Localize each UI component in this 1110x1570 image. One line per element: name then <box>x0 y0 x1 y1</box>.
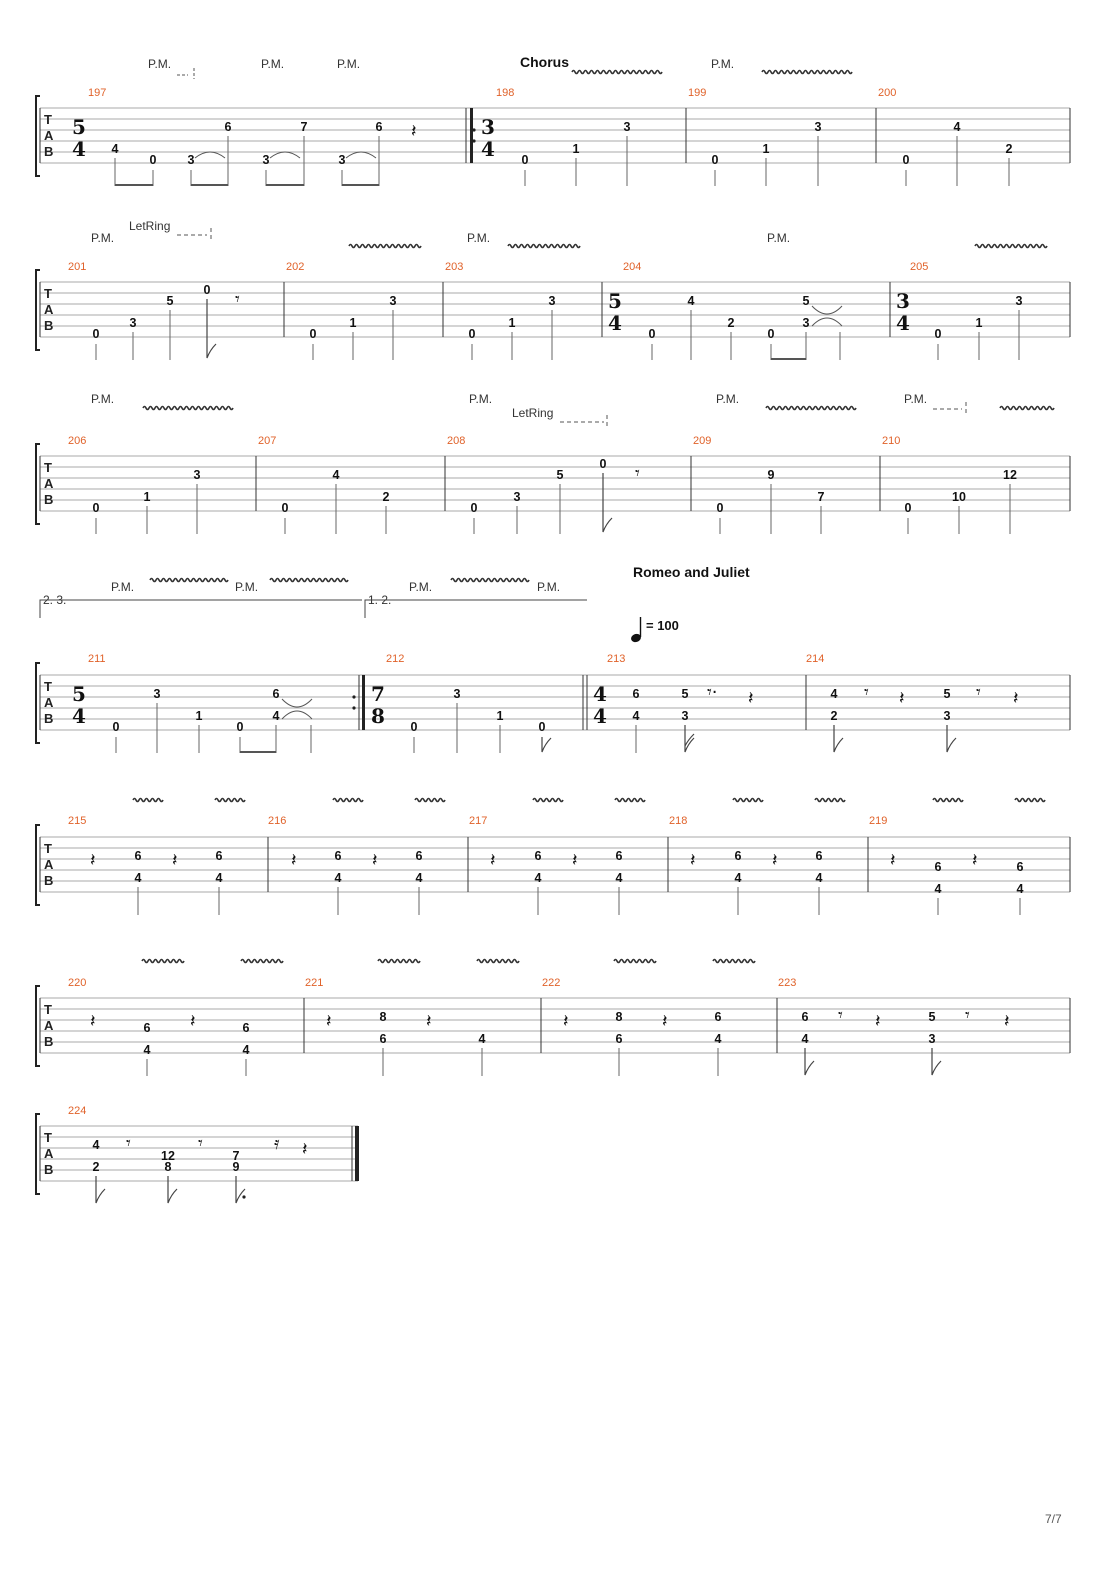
time-sig-bottom: 4 <box>608 311 622 335</box>
volta-bracket-label: 1. 2. <box>368 593 392 607</box>
tab-clef-b: B <box>44 318 54 333</box>
system-3 <box>36 392 1070 534</box>
tab-clef-a: A <box>44 1018 54 1033</box>
fret-number: 4 <box>953 120 961 134</box>
eighth-flag <box>603 473 612 532</box>
fret-number: 6 <box>801 1010 809 1024</box>
fret-number: 0 <box>410 720 418 734</box>
fret-number: 5 <box>943 687 951 701</box>
fret-number: 3 <box>681 709 689 723</box>
fret-number: 0 <box>236 720 244 734</box>
let-ring-label: LetRing <box>129 219 171 233</box>
measure-219 <box>890 850 1024 896</box>
system-brace <box>36 825 40 905</box>
time-sig-top: 4 <box>593 682 607 706</box>
fret-number: 6 <box>215 849 223 863</box>
fret-number: 4 <box>478 1032 486 1046</box>
fret-number: 6 <box>714 1010 722 1024</box>
time-sig-top: 5 <box>72 682 86 706</box>
palm-mute-label: P.M. <box>409 580 433 594</box>
fret-number: 5 <box>681 687 689 701</box>
fret-number: 3 <box>1015 294 1023 308</box>
fret-number: 6 <box>934 860 942 874</box>
quarter-rest: 𝄽 <box>690 850 696 871</box>
fret-number: 6 <box>415 849 423 863</box>
vibrato-mark <box>615 799 645 802</box>
fret-number: 3 <box>153 687 161 701</box>
fret-number: 1 <box>762 142 770 156</box>
palm-mute-label: P.M. <box>148 57 172 71</box>
measure-number: 197 <box>88 87 107 99</box>
quarter-rest: 𝄽 <box>890 850 896 871</box>
fret-number: 4 <box>714 1032 722 1046</box>
system-brace <box>36 1114 40 1194</box>
system-6 <box>36 960 1070 1077</box>
fret-number: 0 <box>902 153 910 167</box>
vibrato-mark <box>762 71 852 74</box>
eighth-rest: 𝄾 <box>635 463 640 484</box>
tab-clef-b: B <box>44 492 54 507</box>
system-brace <box>36 270 40 350</box>
fret-number: 3 <box>814 120 822 134</box>
eighth-flag <box>96 1176 105 1203</box>
measure-number: 218 <box>669 815 688 827</box>
vibrato-mark <box>713 960 755 963</box>
fret-number: 6 <box>379 1032 387 1046</box>
palm-mute-label: P.M. <box>261 57 285 71</box>
fret-number: 0 <box>92 501 100 515</box>
time-sig-bottom: 4 <box>593 704 607 728</box>
fret-number: 6 <box>1016 860 1024 874</box>
measure-number: 221 <box>305 977 324 989</box>
eighth-rest: 𝄾 <box>126 1133 131 1154</box>
fret-number: 6 <box>134 849 142 863</box>
vibrato-mark <box>733 799 763 802</box>
fret-number: 0 <box>904 501 912 515</box>
fret-number: 3 <box>453 687 461 701</box>
tab-clef-a: A <box>44 1146 54 1161</box>
fret-number: 3 <box>623 120 631 134</box>
palm-mute-label: P.M. <box>469 392 493 406</box>
system-4 <box>36 564 1070 753</box>
tab-clef-a: A <box>44 857 54 872</box>
fret-number: 5 <box>166 294 174 308</box>
fret-number: 0 <box>92 327 100 341</box>
vibrato-mark <box>477 960 519 963</box>
eighth-rest: 𝄾 <box>838 1005 843 1026</box>
quarter-rest: 𝄽 <box>291 850 297 871</box>
fret-number: 4 <box>615 871 623 885</box>
fret-number: 0 <box>468 327 476 341</box>
fret-number: 2 <box>1005 142 1013 156</box>
tab-clef-a: A <box>44 476 54 491</box>
measure-number: 214 <box>806 653 825 665</box>
fret-number: 4 <box>215 871 223 885</box>
vibrato-mark <box>215 799 245 802</box>
fret-number: 4 <box>134 871 142 885</box>
fret-number: 12 <box>161 1149 175 1163</box>
fret-number: 8 <box>164 1160 172 1174</box>
palm-mute-label: P.M. <box>91 392 115 406</box>
palm-mute-label: P.M. <box>711 57 735 71</box>
quarter-rest: 𝄽 <box>972 850 978 871</box>
fret-number: 10 <box>952 490 966 504</box>
vibrato-mark <box>270 579 348 582</box>
fret-number: 0 <box>521 153 529 167</box>
measure-number: 211 <box>88 653 106 665</box>
system-brace <box>36 663 40 743</box>
fret-number: 7 <box>232 1149 240 1163</box>
eighth-flag <box>542 737 551 752</box>
fret-number: 0 <box>711 153 719 167</box>
palm-mute-label: P.M. <box>111 580 135 594</box>
time-sig-bottom: 4 <box>72 137 86 161</box>
fret-number: 3 <box>193 468 201 482</box>
fret-number: 6 <box>224 120 232 134</box>
measure-number: 217 <box>469 815 488 827</box>
palm-mute-label: P.M. <box>337 57 361 71</box>
measure-number: 204 <box>623 261 642 273</box>
measure-number: 219 <box>869 815 888 827</box>
quarter-rest: 𝄽 <box>302 1139 308 1160</box>
tab-clef-a: A <box>44 128 54 143</box>
sixteenth-flag <box>685 725 694 752</box>
measure-number: 220 <box>68 977 87 989</box>
measure-number: 224 <box>68 1105 87 1117</box>
vibrato-mark <box>378 960 420 963</box>
tab-clef-t: T <box>44 112 52 127</box>
tab-clef-a: A <box>44 302 54 317</box>
final-barline <box>355 1126 359 1181</box>
time-sig-bottom: 8 <box>371 704 385 728</box>
quarter-rest: 𝄽 <box>1004 1011 1010 1032</box>
fret-number: 1 <box>572 142 580 156</box>
vibrato-mark <box>241 960 283 963</box>
quarter-rest: 𝄽 <box>372 850 378 871</box>
quarter-rest: 𝄽 <box>875 1011 881 1032</box>
fret-number: 6 <box>272 687 280 701</box>
fret-number: 5 <box>802 294 810 308</box>
fret-number: 4 <box>534 871 542 885</box>
fret-number: 4 <box>111 142 119 156</box>
time-sig-top: 3 <box>481 115 495 139</box>
fret-number: 0 <box>309 327 317 341</box>
fret-number: 6 <box>632 687 640 701</box>
eighth-rest: 𝄾 <box>965 1005 970 1026</box>
eighth-flag <box>805 1048 814 1075</box>
eighth-flag <box>168 1176 177 1203</box>
time-sig-bottom: 4 <box>896 311 910 335</box>
vibrato-mark <box>933 799 963 802</box>
system-1 <box>36 54 1070 186</box>
fret-number: 0 <box>149 153 157 167</box>
measure-number: 203 <box>445 261 464 273</box>
measure-number: 199 <box>688 87 707 99</box>
fret-number: 2 <box>830 709 838 723</box>
eighth-rest: 𝄾 <box>198 1133 203 1154</box>
fret-number: 1 <box>508 316 516 330</box>
eighth-rest: 𝄾 <box>864 682 869 703</box>
fret-number: 7 <box>300 120 308 134</box>
repeat-start-barline <box>470 108 473 163</box>
eighth-rest: 𝄾· <box>707 682 718 703</box>
measure-number: 215 <box>68 815 87 827</box>
palm-mute-label: P.M. <box>537 580 561 594</box>
section-chorus: Chorus <box>520 54 569 70</box>
quarter-rest: 𝄽 <box>748 688 754 709</box>
quarter-rest: 𝄽 <box>90 1011 96 1032</box>
fret-number: 4 <box>734 871 742 885</box>
fret-number: 4 <box>687 294 695 308</box>
fret-number: 3 <box>262 153 270 167</box>
fret-number: 3 <box>187 153 195 167</box>
time-sig-bottom: 4 <box>481 137 495 161</box>
eighth-flag <box>207 299 216 358</box>
section-romeo-and-juliet: Romeo and Juliet <box>633 564 750 580</box>
eighth-rest: 𝄾 <box>235 289 240 310</box>
system-brace <box>36 986 40 1066</box>
fret-number: 4 <box>332 468 340 482</box>
fret-number: 1 <box>975 316 983 330</box>
fret-number: 4 <box>632 709 640 723</box>
fret-number: 0 <box>648 327 656 341</box>
measure-number: 213 <box>607 653 626 665</box>
fret-number: 1 <box>195 709 203 723</box>
vibrato-mark <box>1015 799 1045 802</box>
fret-number: 4 <box>92 1138 100 1152</box>
palm-mute-label: P.M. <box>467 231 491 245</box>
system-brace <box>36 96 40 176</box>
system-2 <box>36 219 1070 360</box>
fret-number: 2 <box>92 1160 100 1174</box>
page-number: 7/7 <box>1045 1512 1062 1526</box>
fret-number: 6 <box>375 120 383 134</box>
repeat-end-barline <box>362 675 365 730</box>
tab-clef-t: T <box>44 841 52 856</box>
fret-number: 6 <box>242 1021 250 1035</box>
tab-clef-t: T <box>44 286 52 301</box>
tab-clef-t: T <box>44 1002 52 1017</box>
palm-mute-label: P.M. <box>904 392 928 406</box>
fret-number: 2 <box>727 316 735 330</box>
time-sig-top: 7 <box>371 682 385 706</box>
eighth-flag <box>236 1176 245 1203</box>
measure-number: 201 <box>68 261 87 273</box>
vibrato-mark <box>415 799 445 802</box>
fret-number: 0 <box>281 501 289 515</box>
tab-clef-b: B <box>44 144 54 159</box>
fret-number: 8 <box>615 1010 623 1024</box>
quarter-rest: 𝄽 <box>411 121 417 142</box>
tab-clef-t: T <box>44 460 52 475</box>
fret-number: 6 <box>734 849 742 863</box>
measure-number: 205 <box>910 261 929 273</box>
eighth-flag <box>947 725 956 752</box>
fret-number: 6 <box>815 849 823 863</box>
tie-mark <box>282 699 312 719</box>
system-brace <box>36 444 40 524</box>
vibrato-mark <box>766 407 856 410</box>
fret-number: 12 <box>1003 468 1017 482</box>
fret-number: 2 <box>382 490 390 504</box>
measure-number: 209 <box>693 435 712 447</box>
fret-number: 5 <box>928 1010 936 1024</box>
measure-218 <box>690 849 823 885</box>
measure-number: 207 <box>258 435 277 447</box>
measure-number: 222 <box>542 977 561 989</box>
vibrato-mark <box>614 960 656 963</box>
palm-mute-label: P.M. <box>235 580 259 594</box>
fret-number: 0 <box>934 327 942 341</box>
time-sig-top: 3 <box>896 289 910 313</box>
vibrato-mark <box>975 245 1047 248</box>
fret-number: 3 <box>802 316 810 330</box>
time-sig-top: 5 <box>72 115 86 139</box>
fret-number: 4 <box>143 1043 151 1057</box>
system-5 <box>36 799 1070 916</box>
fret-number: 4 <box>934 882 942 896</box>
time-sig-top: 5 <box>608 289 622 313</box>
tab-clef-a: A <box>44 695 54 710</box>
time-sig-bottom: 4 <box>72 704 86 728</box>
vibrato-mark <box>142 960 184 963</box>
vibrato-mark <box>508 245 580 248</box>
eighth-flag <box>834 725 843 752</box>
fret-number: 6 <box>615 1032 623 1046</box>
fret-number: 0 <box>112 720 120 734</box>
measure-215 <box>90 849 223 885</box>
tab-clef-b: B <box>44 873 54 888</box>
eighth-flag <box>932 1048 941 1075</box>
fret-number: 3 <box>513 490 521 504</box>
quarter-rest: 𝄽 <box>899 688 905 709</box>
sixteenth-rest: 𝄿 <box>274 1133 280 1154</box>
vibrato-mark <box>815 799 845 802</box>
quarter-rest: 𝄽 <box>172 850 178 871</box>
fret-number: 1 <box>143 490 151 504</box>
measure-number: 206 <box>68 435 87 447</box>
quarter-rest: 𝄽 <box>1013 688 1019 709</box>
fret-number: 0 <box>470 501 478 515</box>
fret-number: 4 <box>334 871 342 885</box>
fret-number: 6 <box>615 849 623 863</box>
fret-number: 6 <box>534 849 542 863</box>
fret-number: 3 <box>943 709 951 723</box>
fret-number: 9 <box>767 468 775 482</box>
fret-number: 0 <box>767 327 775 341</box>
fret-number: 0 <box>716 501 724 515</box>
measure-number: 216 <box>268 815 287 827</box>
quarter-rest: 𝄽 <box>490 850 496 871</box>
fret-number: 4 <box>830 687 838 701</box>
vibrato-mark <box>572 71 662 74</box>
tempo-marking: = 100 <box>646 618 679 633</box>
fret-number: 9 <box>232 1160 240 1174</box>
fret-number: 4 <box>242 1043 250 1057</box>
fret-number: 4 <box>801 1032 809 1046</box>
eighth-rest: 𝄾 <box>976 682 981 703</box>
palm-mute-label: P.M. <box>91 231 115 245</box>
palm-mute-label: P.M. <box>716 392 740 406</box>
quarter-rest: 𝄽 <box>572 850 578 871</box>
vibrato-mark <box>143 407 233 410</box>
fret-number: 4 <box>815 871 823 885</box>
fret-number: 4 <box>415 871 423 885</box>
fret-number: 5 <box>556 468 564 482</box>
quarter-rest: 𝄽 <box>190 1011 196 1032</box>
fret-number: 7 <box>817 490 825 504</box>
quarter-rest: 𝄽 <box>90 850 96 871</box>
measure-number: 212 <box>386 653 405 665</box>
fret-number: 6 <box>143 1021 151 1035</box>
vibrato-mark <box>451 579 529 582</box>
tab-clef-t: T <box>44 679 52 694</box>
measure-number: 198 <box>496 87 515 99</box>
measure-number: 200 <box>878 87 897 99</box>
fret-number: 4 <box>1016 882 1024 896</box>
fret-number: 3 <box>548 294 556 308</box>
fret-number: 3 <box>338 153 346 167</box>
tab-clef-b: B <box>44 1162 54 1177</box>
vibrato-mark <box>333 799 363 802</box>
vibrato-mark <box>133 799 163 802</box>
volta-bracket-label: 2. 3. <box>43 593 67 607</box>
tie-mark <box>812 306 842 326</box>
let-ring-label: LetRing <box>512 406 554 420</box>
measure-216 <box>291 849 423 885</box>
tab-clef-b: B <box>44 1034 54 1049</box>
quarter-rest: 𝄽 <box>662 1011 668 1032</box>
measure-number: 202 <box>286 261 305 273</box>
fret-number: 3 <box>389 294 397 308</box>
quarter-rest: 𝄽 <box>563 1011 569 1032</box>
palm-mute-label: P.M. <box>767 231 791 245</box>
fret-number: 3 <box>129 316 137 330</box>
measure-number: 223 <box>778 977 797 989</box>
fret-number: 1 <box>496 709 504 723</box>
measure-number: 208 <box>447 435 466 447</box>
fret-number: 8 <box>379 1010 387 1024</box>
tab-clef-t: T <box>44 1130 52 1145</box>
fret-number: 3 <box>928 1032 936 1046</box>
measure-217 <box>490 849 623 885</box>
measure-number: 210 <box>882 435 901 447</box>
fret-number: 1 <box>349 316 357 330</box>
vibrato-mark <box>533 799 563 802</box>
tab-clef-b: B <box>44 711 54 726</box>
fret-number: 4 <box>272 709 280 723</box>
vibrato-mark <box>150 579 228 582</box>
fret-number: 0 <box>203 283 211 297</box>
quarter-rest: 𝄽 <box>772 850 778 871</box>
fret-number: 6 <box>334 849 342 863</box>
quarter-rest: 𝄽 <box>326 1011 332 1032</box>
vibrato-mark <box>349 245 421 248</box>
vibrato-mark <box>1000 407 1054 410</box>
fret-number: 0 <box>599 457 607 471</box>
system-7 <box>36 1105 359 1203</box>
fret-number: 0 <box>538 720 546 734</box>
quarter-rest: 𝄽 <box>426 1011 432 1032</box>
